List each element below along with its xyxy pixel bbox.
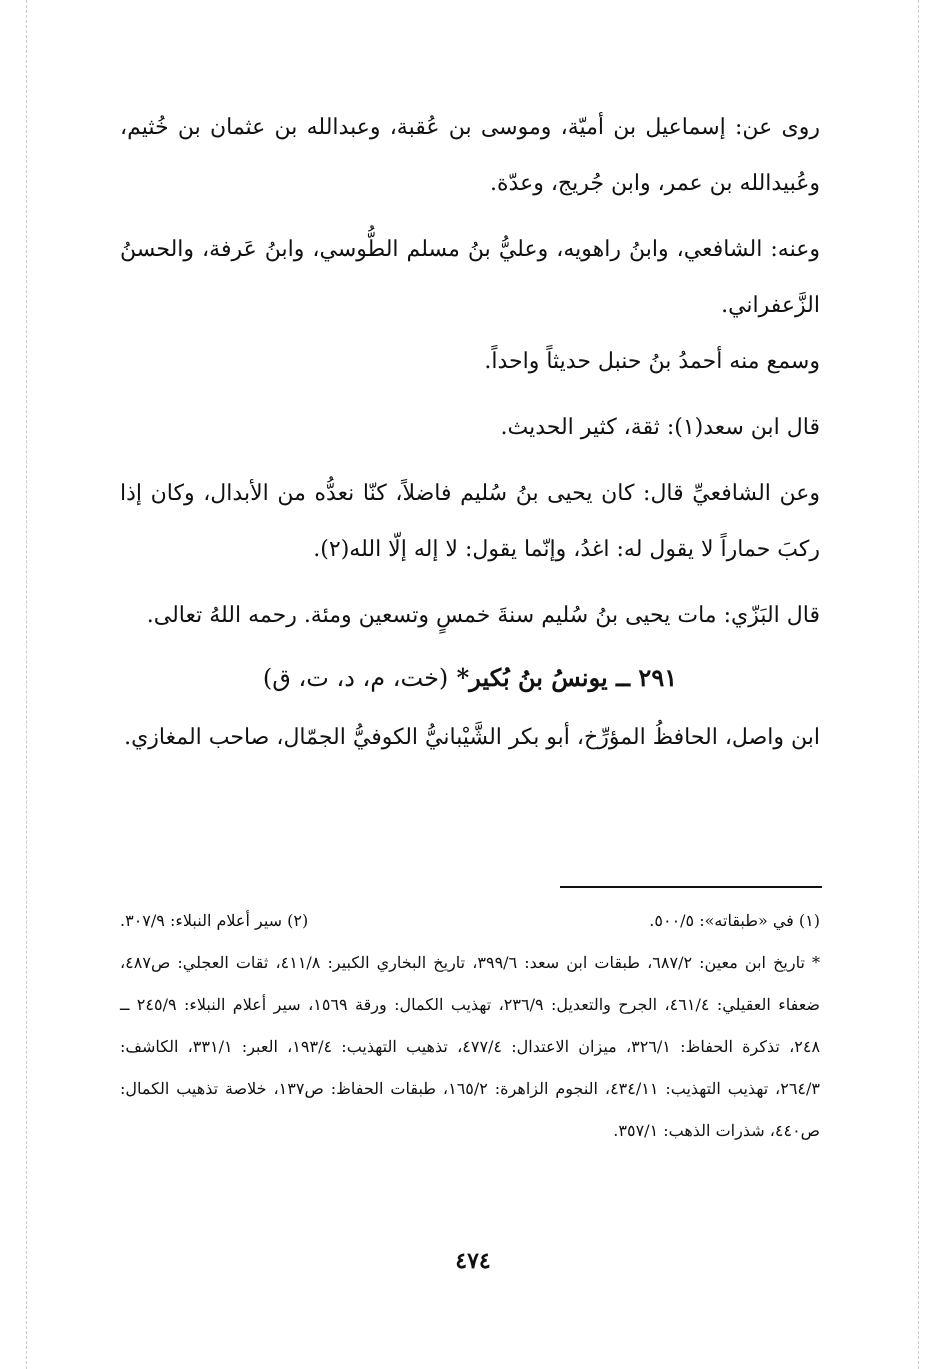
narrated-from-paragraph: روى عن: إسماعيل بن أميّة، وموسى بن عُقبة، وعبدالله بن عثمان بن خُثيم، وعُبيدالله بن عمر، وابن جُريج، وعدّة. (120, 115, 820, 196)
page-number: ٤٧٤ (455, 1248, 491, 1274)
ahmad-paragraph: وسمع منه أحمدُ بنُ حنبل حديثاً واحداً. (484, 349, 820, 374)
footnotes (120, 900, 820, 1152)
scan-margin-left (26, 0, 27, 1369)
scan-margin-right (918, 0, 919, 1369)
footnote-divider (560, 886, 822, 888)
footnote-2: (٢) سير أعلام النبلاء: ٣٠٧/٩. (120, 911, 309, 930)
shafii-paragraph: وعن الشافعيِّ قال: كان يحيى بنُ سُليم فاضلاً، كنّا نعدُّه من الأبدال، وكان إذا ركبَ حماراً لا يقول له: اغدُ، وإنّما يقول: لا إله إلّا الله(٢). (120, 481, 820, 562)
entry-dash: ــ (616, 663, 631, 692)
footnote-1: (١) في «طبقاته»: ٥٠٠/٥. (649, 911, 820, 930)
footnote-row (120, 900, 820, 942)
entry-description: ابن واصل، الحافظُ المؤرِّخ، أبو بكر الشَّيْبانيُّ الكوفيُّ الجمّال، صاحب المغازي. (124, 725, 820, 750)
entry-number: ٢٩١ (638, 663, 678, 692)
death-paragraph: قال البَزّي: مات يحيى بنُ سُليم سنةَ خمسٍ وتسعين ومئة. رحمه اللهُ تعالى. (146, 603, 820, 628)
entry-name: يونسُ بنُ بُكير* (456, 663, 608, 692)
entry-heading (120, 650, 820, 706)
sources-footnote: * تاريخ ابن معين: ٦٨٧/٢، طبقات ابن سعد: ٣٩٩/٦، تاريخ البخاري الكبير: ٤١١/٨، ثقات العجلي: ص٤٨٧، ضعفاء العقيلي: ٤٦١/٤، الجرح والتعديل: ٢٣٦/٩، تهذيب الكمال: ورقة ١٥٦٩، سير أعلام النبلاء: ٢٤٥/٩ ــ ٢٤٨، تذكرة الحفاظ: ٣٢٦/١، ميزان الاعتدال: ٤٧٧/٤، تذهيب التهذيب: ١٩٣/٤، العبر: ٣٣١/١، الكاشف: ٢٦٤/٣، تهذيب التهذيب: ٤٣٤/١١، النجوم الزاهرة: ١٦٥/٢، طبقات الحفاظ: ص١٣٧، خلاصة تذهيب الكمال: ص٤٤٠، شذرات الذهب: ٣٥٧/١. (120, 953, 821, 1140)
main-text (120, 100, 820, 766)
narrators-paragraph: وعنه: الشافعي، وابنُ راهويه، وعليُّ بنُ مسلم الطُّوسي، وابنُ عَرفة، والحسنُ الزَّعفراني. (120, 237, 820, 318)
entry-sigla: (خت، م، د، ت، ق) (262, 664, 449, 692)
ibn-saad-paragraph: قال ابن سعد(١): ثقة، كثير الحديث. (500, 415, 820, 440)
